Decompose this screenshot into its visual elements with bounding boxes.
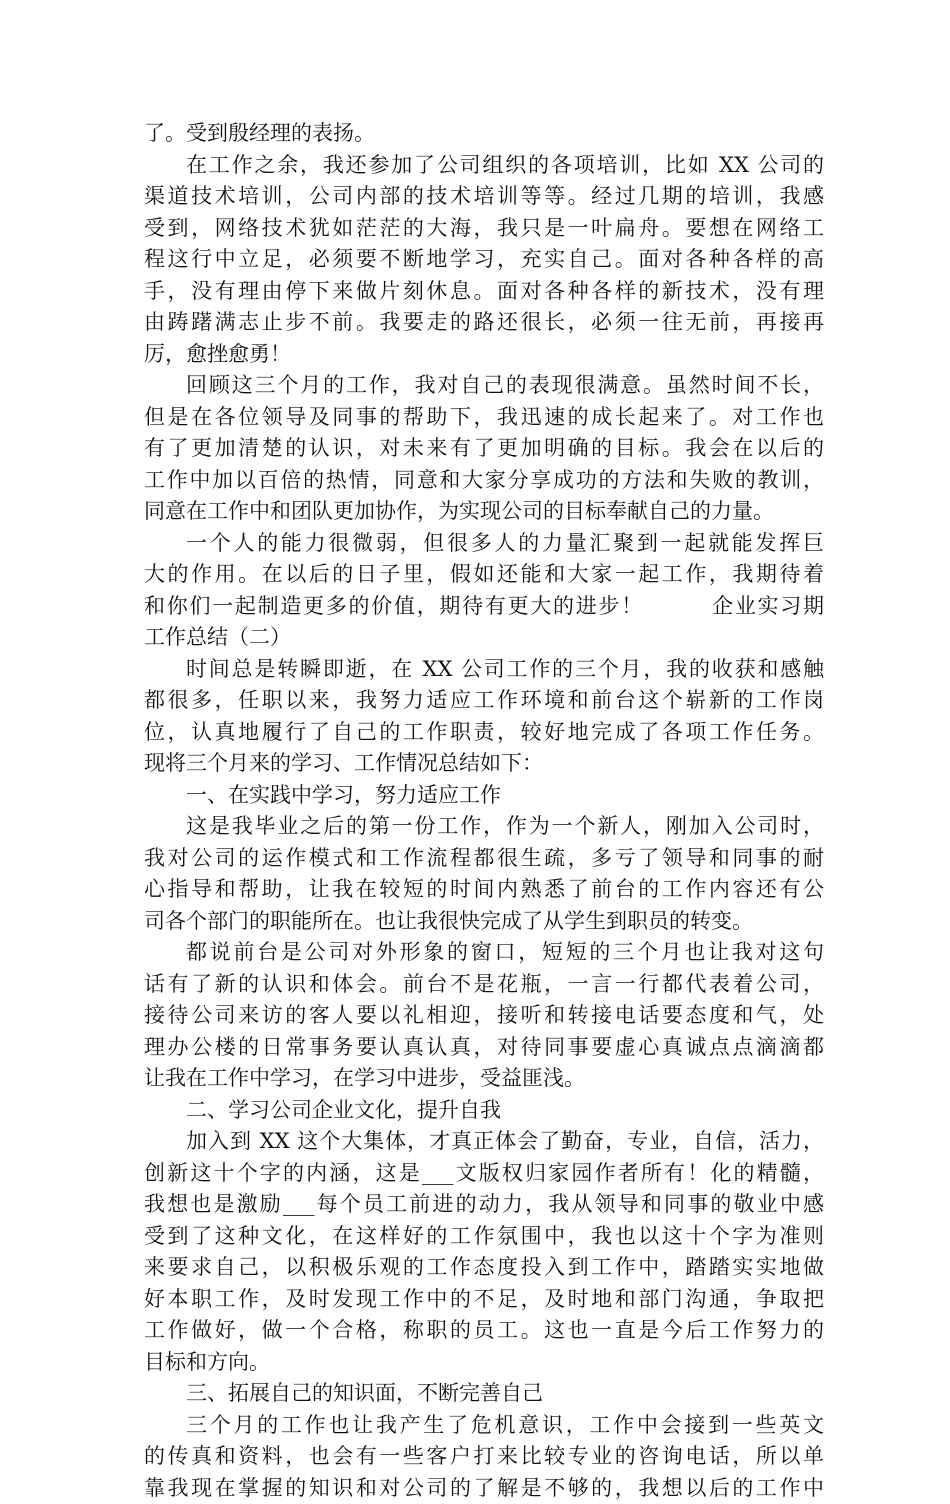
text-line: 好本职工作，及时发现工作中的不足，及时地和部门沟通，争取把 xyxy=(144,1284,824,1316)
text-line: 一、在实践中学习，努力适应工作 xyxy=(144,780,824,812)
text-line: 我想也是激励___每个员工前进的动力，我从领导和同事的敬业中感 xyxy=(144,1189,824,1221)
text-line: 厉，愈挫愈勇！ xyxy=(144,339,824,371)
text-line: 理办公楼的日常事务要认真认真，对待同事要虚心真诚点点滴滴都 xyxy=(144,1032,824,1064)
document-page xyxy=(144,118,824,1504)
text-line: 位，认真地履行了自己的工作职责，较好地完成了各项工作任务。 xyxy=(144,717,824,749)
text-line: 回顾这三个月的工作，我对自己的表现很满意。虽然时间不长， xyxy=(144,370,824,402)
text-line: 大的作用。在以后的日子里，假如还能和大家一起工作，我期待着 xyxy=(144,559,824,591)
text-line: 渠道技术培训，公司内部的技术培训等等。经过几期的培训，我感 xyxy=(144,181,824,213)
text-line: 和你们一起制造更多的价值，期待有更大的进步！ 企业实习期 xyxy=(144,591,824,623)
text-line: 靠我现在掌握的知识和对公司的了解是不够的，我想以后的工作中 xyxy=(144,1473,824,1504)
text-line: 工作做好，做一个合格，称职的员工。这也一直是今后工作努力的 xyxy=(144,1315,824,1347)
text-line: 都说前台是公司对外形象的窗口，短短的三个月也让我对这句 xyxy=(144,937,824,969)
text-line: 接待公司来访的客人要以礼相迎，接听和转接电话要态度和气，处 xyxy=(144,1000,824,1032)
text-line: 都很多，任职以来，我努力适应工作环境和前台这个崭新的工作岗 xyxy=(144,685,824,717)
text-line: 由踌躇满志止步不前。我要走的路还很长，必须一往无前，再接再 xyxy=(144,307,824,339)
text-line: 我对公司的运作模式和工作流程都很生疏，多亏了领导和同事的耐 xyxy=(144,843,824,875)
text-line: 心指导和帮助，让我在较短的时间内熟悉了前台的工作内容还有公 xyxy=(144,874,824,906)
text-line: 三、拓展自己的知识面，不断完善自己 xyxy=(144,1378,824,1410)
text-line: 同意在工作中和团队更加协作，为实现公司的目标奉献自己的力量。 xyxy=(144,496,824,528)
text-line: 现将三个月来的学习、工作情况总结如下： xyxy=(144,748,824,780)
text-line: 了。受到殷经理的表扬。 xyxy=(144,118,824,150)
text-line: 一个人的能力很微弱，但很多人的力量汇聚到一起就能发挥巨 xyxy=(144,528,824,560)
text-line: 来要求自己，以积极乐观的工作态度投入到工作中，踏踏实实地做 xyxy=(144,1252,824,1284)
text-line: 时间总是转瞬即逝，在 XX 公司工作的三个月，我的收获和感触 xyxy=(144,654,824,686)
text-line: 程这行中立足，必须要不断地学习，充实自己。面对各种各样的高 xyxy=(144,244,824,276)
text-line: 这是我毕业之后的第一份工作，作为一个新人，刚加入公司时， xyxy=(144,811,824,843)
text-line: 有了更加清楚的认识，对未来有了更加明确的目标。我会在以后的 xyxy=(144,433,824,465)
text-line: 但是在各位领导及同事的帮助下，我迅速的成长起来了。对工作也 xyxy=(144,402,824,434)
text-line: 司各个部门的职能所在。也让我很快完成了从学生到职员的转变。 xyxy=(144,906,824,938)
text-line: 加入到 XX 这个大集体，才真正体会了勤奋，专业，自信，活力， xyxy=(144,1126,824,1158)
text-line: 目标和方向。 xyxy=(144,1347,824,1379)
text-line: 三个月的工作也让我产生了危机意识，工作中会接到一些英文 xyxy=(144,1410,824,1442)
text-line: 工作总结（二） xyxy=(144,622,824,654)
text-line: 话有了新的认识和体会。前台不是花瓶，一言一行都代表着公司， xyxy=(144,969,824,1001)
text-line: 的传真和资料，也会有一些客户打来比较专业的咨询电话，所以单 xyxy=(144,1441,824,1473)
text-line: 二、学习公司企业文化，提升自我 xyxy=(144,1095,824,1127)
text-line: 受到了这种文化，在这样好的工作氛围中，我也以这十个字为准则 xyxy=(144,1221,824,1253)
text-line: 在工作之余，我还参加了公司组织的各项培训，比如 XX 公司的 xyxy=(144,150,824,182)
text-line: 工作中加以百倍的热情，同意和大家分享成功的方法和失败的教训， xyxy=(144,465,824,497)
text-line: 让我在工作中学习，在学习中进步，受益匪浅。 xyxy=(144,1063,824,1095)
text-line: 创新这十个字的内涵，这是___文版权归家园作者所有！化的精髓， xyxy=(144,1158,824,1190)
text-line: 受到，网络技术犹如茫茫的大海，我只是一叶扁舟。要想在网络工 xyxy=(144,213,824,245)
text-line: 手，没有理由停下来做片刻休息。面对各种各样的新技术，没有理 xyxy=(144,276,824,308)
